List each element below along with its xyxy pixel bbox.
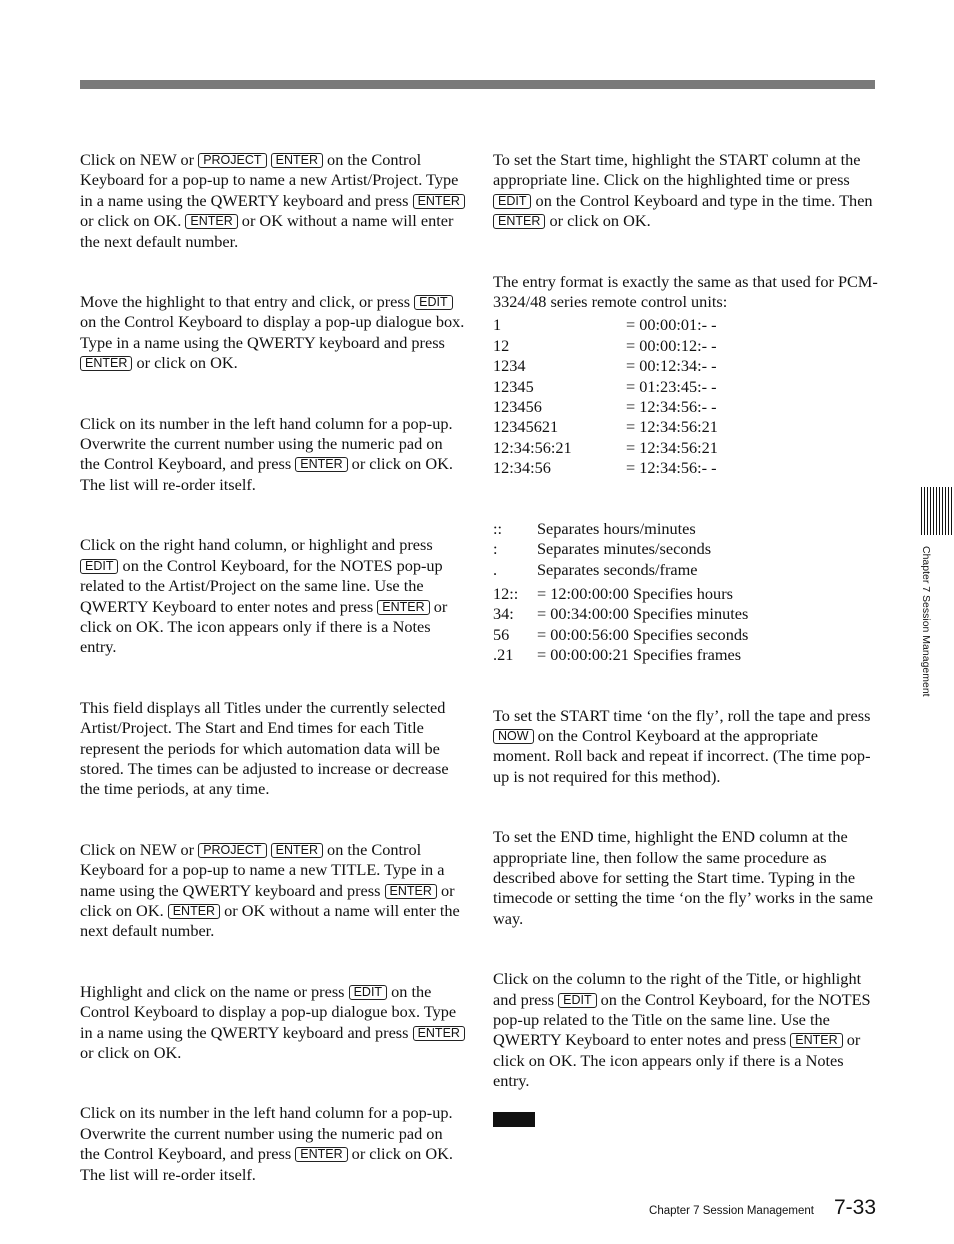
table-cell: : — [493, 539, 498, 559]
key-enter: ENTER — [271, 153, 323, 168]
key-enter: ENTER — [80, 356, 132, 371]
key-enter: ENTER — [377, 600, 429, 615]
table-cell: 12:34:56 — [493, 458, 551, 478]
key-enter: ENTER — [413, 194, 465, 209]
paragraph-renumber-title: Click on its number in the left hand column for a pop-up. Overwrite the current number using the numeric pad on the Control Keyboard, and press ENTER or click on OK. The list will re-order itself. — [80, 1103, 453, 1184]
table-cell: 1 — [493, 315, 502, 335]
page-number: 7-33 — [833, 1196, 876, 1219]
key-enter: ENTER — [295, 457, 347, 472]
key-enter: ENTER — [271, 843, 323, 858]
key-edit: EDIT — [80, 559, 118, 574]
table-cell: = 00:12:34:- - — [626, 356, 717, 376]
paragraph-rename-title: Highlight and click on the name or press EDIT on the Control Keyboard to display a pop-up dialogue box. Type in a name using the QWERTY keyboard and press ENTER or click on OK. — [80, 982, 465, 1064]
key-project: PROJECT — [198, 153, 266, 168]
key-enter: ENTER — [295, 1147, 347, 1162]
key-enter: ENTER — [413, 1026, 465, 1041]
paragraph-entry-format: The entry format is exactly the same as that used for PCM-3324/48 series remote control units: — [493, 271, 878, 312]
key-edit: EDIT — [414, 295, 452, 310]
table-cell: . — [493, 559, 498, 579]
table-cell: :: — [493, 518, 503, 538]
table-cell: 12345 — [493, 376, 534, 396]
table-cell: 123456 — [493, 397, 542, 417]
paragraph-new-artist: Click on NEW or PROJECT ENTER on the Control Keyboard for a pop-up to name a new Artist/Project. Type in a name using the QWERTY keyboard and press ENTER or click on OK. ENTER or OK without a name will enter the next default number. — [80, 150, 465, 252]
right-column — [493, 150, 878, 1127]
table-cell: = 00:00:12:- - — [626, 335, 717, 355]
table-cell: = 00:00:01:- - — [626, 315, 717, 335]
table-cell: 12:: — [493, 583, 519, 603]
table-cell: 12345621 — [493, 417, 559, 437]
key-now: NOW — [493, 729, 534, 744]
table-cell: Separates seconds/frame — [537, 559, 698, 579]
table-cell: = 00:34:00:00 Specifies minutes — [537, 604, 749, 624]
table-cell: = 12:34:56:21 — [626, 437, 718, 457]
separator-table — [493, 519, 878, 580]
left-column — [80, 150, 465, 1185]
table-cell: Separates minutes/seconds — [537, 539, 712, 559]
paragraph-set-start: To set the Start time, highlight the START column at the appropriate line. Click on the highlighted time or press EDIT on the Control Keyboard and type in the time. Then ENTER or click on OK. — [493, 150, 873, 231]
paragraph-start-on-the-fly: To set the START time ‘on the fly’, roll the tape and press NOW on the Control Keyboard at the appropriate moment. Roll back and repeat if incorrect. (The time pop-up is not required for this method). — [493, 705, 871, 786]
table-cell: 1234 — [493, 356, 526, 376]
entry-format-table — [493, 315, 878, 478]
key-edit: EDIT — [558, 993, 596, 1008]
specifies-table — [493, 584, 878, 666]
paragraph-title-notes: Click on the column to the right of the Title, or highlight and press EDIT on the Control Keyboard, for the NOTES pop-up related to the Title on the same line. Use the QWERTY Keyboard to enter notes and press ENTER or click on OK. The icon appears only if there is a Notes entry. — [493, 969, 871, 1091]
key-enter: ENTER — [185, 214, 237, 229]
note-marker — [493, 1112, 535, 1127]
table-cell: 12:34:56:21 — [493, 437, 572, 457]
table-cell: = 00:00:56:00 Specifies seconds — [537, 624, 749, 644]
table-cell: = 12:34:56:21 — [626, 417, 718, 437]
paragraph-titles-field: This field displays all Titles under the currently selected Artist/Project. The Start and End times for each Title represent the periods for which automation data will be stored. The times can be adjusted to increase or decrease the time periods, at any time. — [80, 697, 449, 799]
paragraph-set-end: To set the END time, highlight the END column at the appropriate line, then follow the same procedure as described above for setting the Start time. Typing in the timecode or setting the time ‘on the fly’ works in the same way. — [493, 827, 873, 928]
table-cell: = 12:34:56:- - — [626, 397, 717, 417]
footer-chapter: Chapter 7 Session Management — [649, 1205, 814, 1217]
table-cell: Separates hours/minutes — [537, 518, 696, 538]
table-cell: = 01:23:45:- - — [626, 376, 717, 396]
header-rule — [80, 80, 875, 89]
table-cell: .21 — [493, 645, 514, 665]
table-cell: 34: — [493, 604, 514, 624]
sidebar-chapter-label: Chapter 7 Session Management — [920, 546, 932, 697]
page-footer — [649, 1196, 876, 1220]
key-edit: EDIT — [349, 985, 387, 1000]
key-enter: ENTER — [790, 1033, 842, 1048]
paragraph-artist-notes: Click on the right hand column, or highlight and press EDIT on the Control Keyboard, for the NOTES pop-up related to the Artist/Project on the same line. Use the QWERTY Keyboard to enter notes and press ENTER or click on OK. The icon appears only if there is a Notes entry. — [80, 535, 448, 657]
chapter-tab-marker — [921, 487, 954, 535]
table-cell: = 12:00:00:00 Specifies hours — [537, 583, 733, 603]
table-cell: = 00:00:00:21 Specifies frames — [537, 645, 742, 665]
key-enter: ENTER — [385, 884, 437, 899]
key-enter: ENTER — [493, 214, 545, 229]
table-cell: = 12:34:56:- - — [626, 458, 717, 478]
table-cell: 56 — [493, 624, 510, 644]
key-enter: ENTER — [168, 904, 220, 919]
table-cell: 12 — [493, 335, 510, 355]
key-project: PROJECT — [198, 843, 266, 858]
key-edit: EDIT — [493, 194, 531, 209]
paragraph-rename-artist: Move the highlight to that entry and click, or press EDIT on the Control Keyboard to display a pop-up dialogue box. Type in a name using the QWERTY keyboard and press ENTER or click on OK. — [80, 292, 465, 373]
paragraph-new-title: Click on NEW or PROJECT ENTER on the Control Keyboard for a pop-up to name a new TITLE. Type in a name using the QWERTY keyboard and press ENTER or click on OK. ENTER or OK without a name will enter the next default number. — [80, 839, 460, 941]
paragraph-renumber-artist: Click on its number in the left hand column for a pop-up. Overwrite the current number using the numeric pad on the Control Keyboard, and press ENTER or click on OK. The list will re-order itself. — [80, 413, 453, 494]
